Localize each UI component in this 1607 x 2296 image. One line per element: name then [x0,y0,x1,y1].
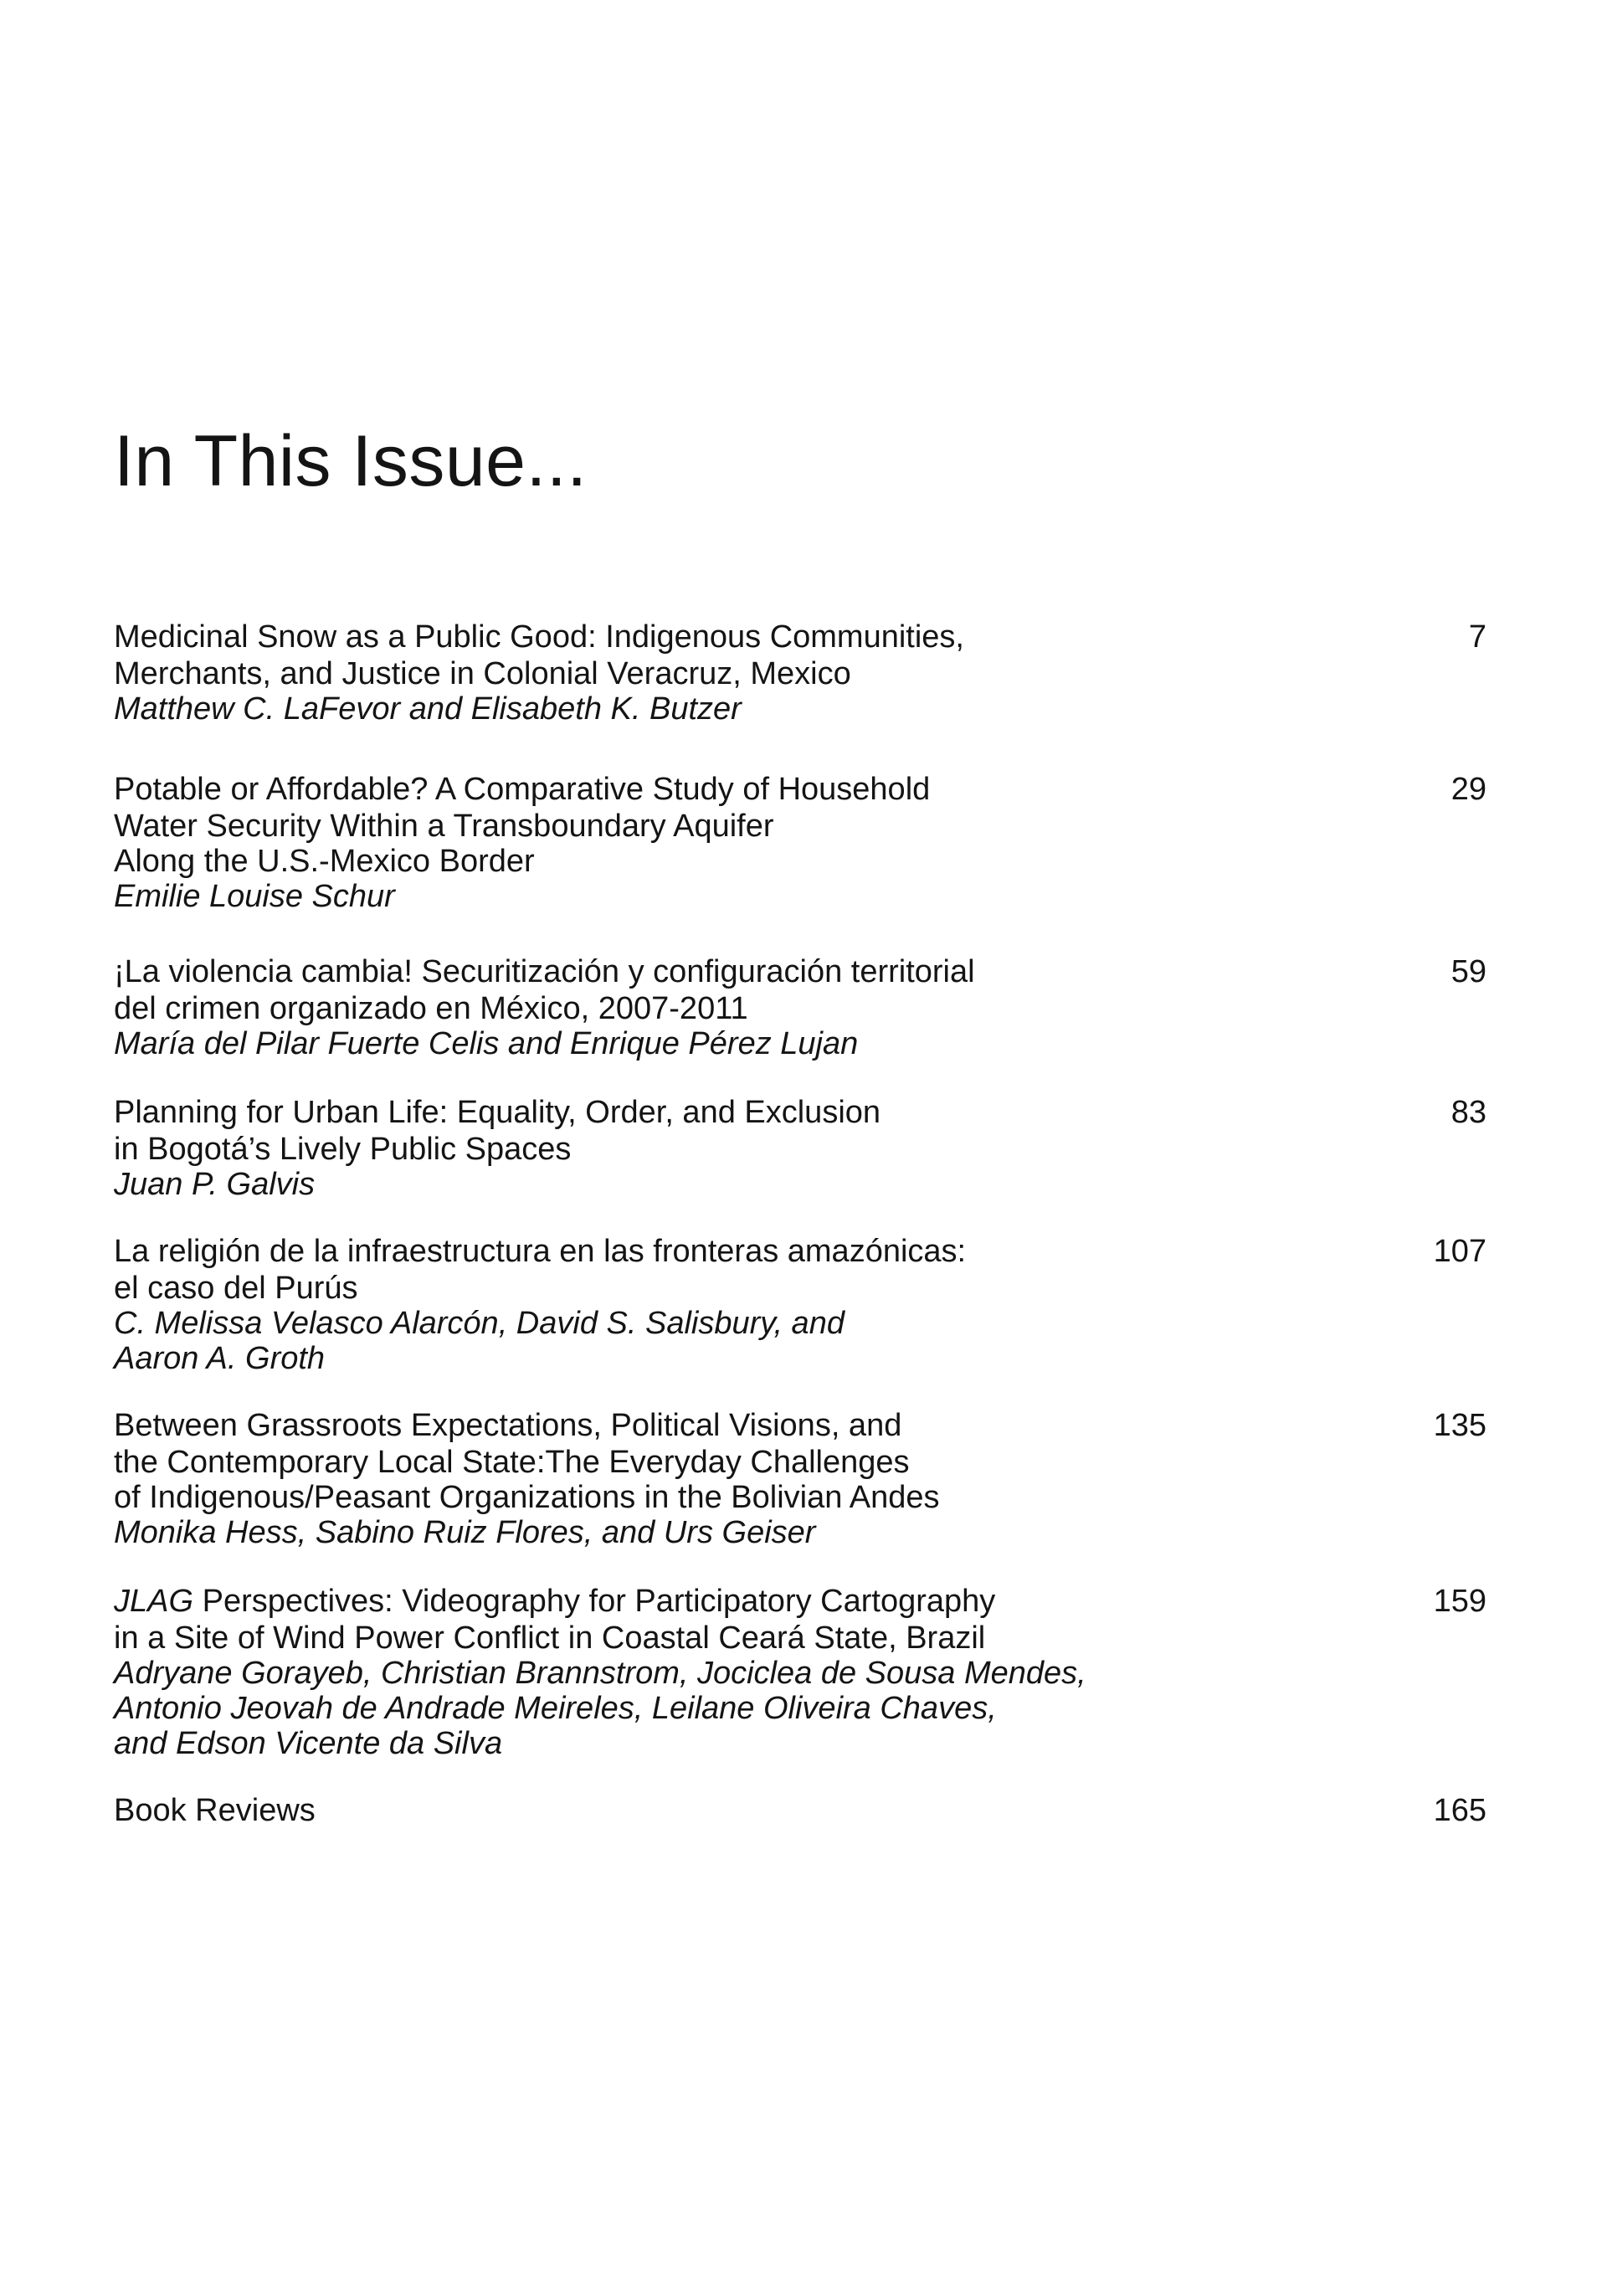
entry-text [114,953,1252,1061]
entry-author-line: María del Pilar Fuerte Celis and Enrique Pérez Lujan [114,1026,859,1061]
entry-text [114,1582,1252,1761]
entry-page-number: 83 [1450,1095,1486,1130]
toc-entry[interactable] [114,1791,1486,1833]
entry-page-number: 159 [1433,1584,1486,1619]
table-of-contents [114,618,1486,1833]
entry-author-line: Adryane Gorayeb, Christian Brannstrom, Jociclea de Sousa Mendes, [114,1656,1086,1691]
entry-author-line: Antonio Jeovah de Andrade Meireles, Leilane Oliveira Chaves, [114,1691,997,1726]
entry-title-line: in Bogotá’s Lively Public Spaces [114,1132,572,1167]
entry-title-line: Along the U.S.-Mexico Border [114,844,535,879]
entry-page-number: 107 [1433,1234,1486,1269]
entry-author-line: Matthew C. LaFevor and Elisabeth K. Butzer [114,691,742,727]
entry-title-line: Planning for Urban Life: Equality, Order, and Exclusion [114,1095,881,1130]
entry-title-line: Medicinal Snow as a Public Good: Indigenous Communities, [114,619,964,655]
entry-author-line: Monika Hess, Sabino Ruiz Flores, and Urs Geiser [114,1515,816,1550]
entry-author-line: and Edson Vicente da Silva [114,1726,503,1761]
entry-title-line: Potable or Affordable? A Comparative Study of Household [114,772,931,807]
entry-title-line: of Indigenous/Peasant Organizations in the Bolivian Andes [114,1480,940,1515]
entry-text [114,1791,1252,1830]
entry-title-line: del crimen organizado en México, 2007-2011 [114,991,748,1026]
entry-page-number: 135 [1433,1408,1486,1443]
toc-entry[interactable] [114,953,1486,1093]
entry-title-line: el caso del Purús [114,1271,358,1306]
entry-page-number: 7 [1468,619,1486,655]
journal-abbreviation: JLAG [114,1584,194,1619]
entry-title-line [114,1582,1252,1621]
entry-text [114,1232,1252,1376]
entry-title-line: ¡La violencia cambia! Securitización y configuración territorial [114,954,975,989]
entry-title-line: the Contemporary Local State:The Everyday Challenges [114,1445,910,1480]
toc-entry[interactable] [114,1232,1486,1406]
entry-author-line: C. Melissa Velasco Alarcón, David S. Salisbury, and [114,1306,845,1341]
entry-text [114,770,1252,914]
toc-entry[interactable] [114,770,1486,953]
entry-author-line: Juan P. Galvis [114,1167,316,1202]
toc-entry[interactable] [114,1406,1486,1582]
toc-entry[interactable] [114,1093,1486,1232]
entry-text [114,1406,1252,1550]
entry-title-line: Between Grassroots Expectations, Political Visions, and [114,1408,902,1443]
toc-entry[interactable] [114,618,1486,770]
entry-title-line: Merchants, and Justice in Colonial Veracruz, Mexico [114,656,851,691]
entry-author-line: Emilie Louise Schur [114,879,395,914]
entry-text [114,1093,1252,1202]
entry-title-line: La religión de la infraestructura en las fronteras amazónicas: [114,1234,967,1269]
entry-title-line: Water Security Within a Transboundary Aquifer [114,809,774,844]
entry-author-line: Aaron A. Groth [114,1341,326,1376]
entry-page-number: 59 [1450,954,1486,989]
entry-page-number: 165 [1433,1793,1486,1828]
page-title: In This Issue... [114,421,588,501]
toc-entry[interactable] [114,1582,1486,1791]
entry-title-line: in a Site of Wind Power Conflict in Coastal Ceará State, Brazil [114,1621,986,1656]
entry-page-number: 29 [1450,772,1486,807]
entry-title-text: Perspectives: Videography for Participatory Cartography [193,1584,996,1619]
entry-text [114,618,1252,727]
entry-title-line: Book Reviews [114,1793,316,1828]
